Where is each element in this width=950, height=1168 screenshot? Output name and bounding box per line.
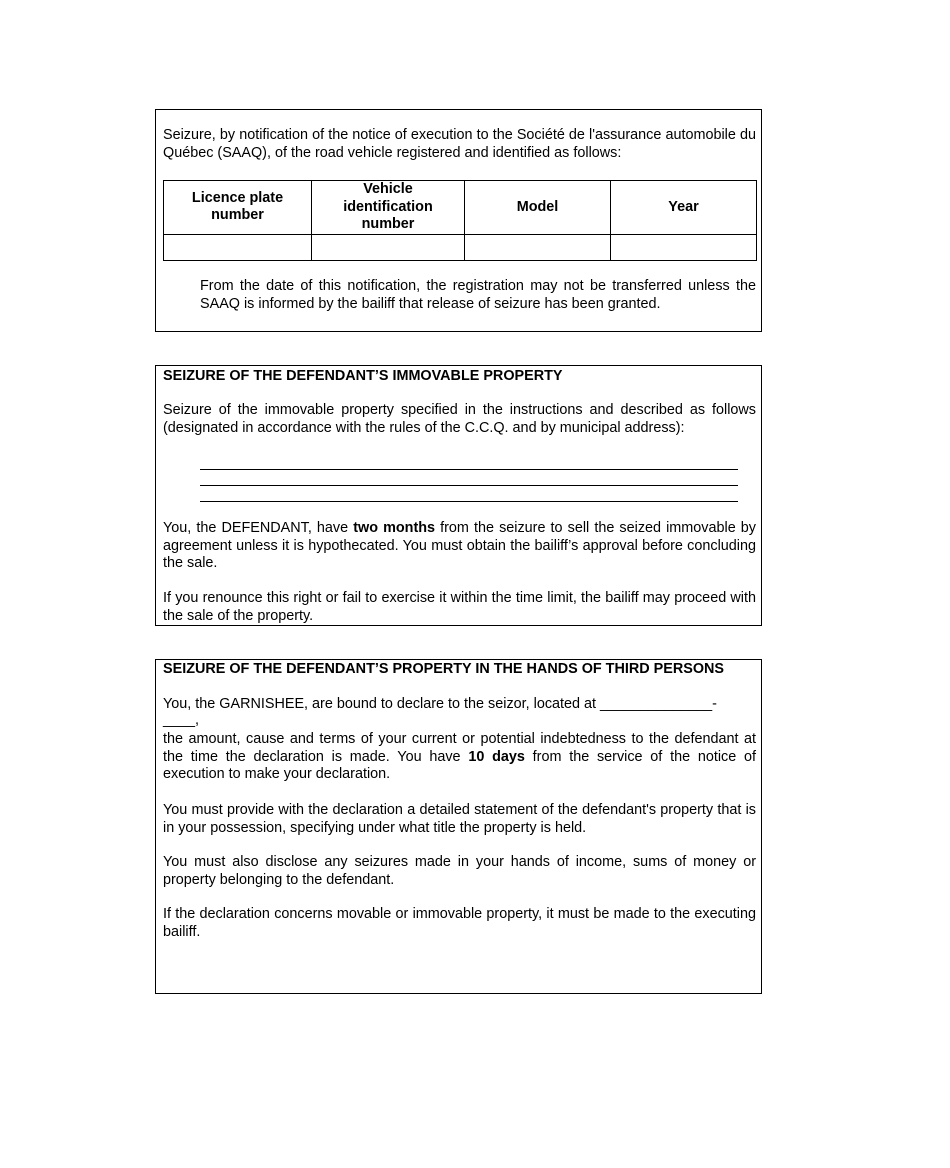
year-cell[interactable] <box>611 234 757 260</box>
defendant-sale-paragraph: You, the DEFENDANT, have two months from the seizure to sell the seized immovable by agreement unless it is hypothecated. You must obtain the bailiff’s approval before concluding the sale. <box>163 520 756 571</box>
garnishee-line-continuation: ____, <box>163 712 200 728</box>
ten-days-emphasis: 10 days <box>468 748 525 765</box>
immovable-heading: SEIZURE OF THE DEFENDANT’S IMMOVABLE PROPERTY <box>163 368 563 384</box>
two-months-emphasis: two months <box>353 520 436 536</box>
vehicle-table <box>163 180 757 261</box>
header-year: Year <box>611 181 757 235</box>
header-vin: Vehicle identification number <box>312 181 465 235</box>
executing-bailiff-paragraph: If the declaration concerns movable or immovable property, it must be made to the executing bailiff. <box>163 906 756 940</box>
third-persons-heading: SEIZURE OF THE DEFENDANT’S PROPERTY IN THE HANDS OF THIRD PERSONS <box>163 661 725 677</box>
model-cell[interactable] <box>465 234 611 260</box>
licence-plate-cell[interactable] <box>164 234 312 260</box>
garnishee-line: You, the GARNISHEE, are bound to declare to the seizor, located at ______________- <box>163 696 717 712</box>
vehicle-seizure-intro: Seizure, by notification of the notice of execution to the Société de l'assurance automobile du Québec (SAAQ), of the road vehicle registered and identified as follows: <box>163 127 756 161</box>
declaration-paragraph: the amount, cause and terms of your current or potential indebtedness to the defendant at the time the declaration is made. You have 10 days from the service of the notice of execution to make your declaration. <box>163 731 757 782</box>
table-row <box>164 234 757 260</box>
immovable-description: Seizure of the immovable property specified in the instructions and described as follows (designated in accordance with the rules of the C.C.Q. and by municipal address): <box>163 402 756 436</box>
header-model: Model <box>465 181 611 235</box>
registration-note: From the date of this notification, the registration may not be transferred unless the SAAQ is informed by the bailiff that release of seizure has been granted. <box>200 278 756 312</box>
disclose-seizures-paragraph: You must also disclose any seizures made in your hands of income, sums of money or property belonging to the defendant. <box>163 854 756 888</box>
vin-cell[interactable] <box>312 234 465 260</box>
header-licence-plate: Licence plate number <box>164 181 312 235</box>
address-line-2[interactable] <box>200 485 738 486</box>
renounce-paragraph: If you renounce this right or fail to exercise it within the time limit, the bailiff may proceed with the sale of the property. <box>163 590 756 624</box>
detailed-statement-paragraph: You must provide with the declaration a detailed statement of the defendant's property that is in your possession, specifying under what title the property is held. <box>163 802 756 836</box>
address-line-1[interactable] <box>200 469 738 470</box>
address-line-3[interactable] <box>200 501 738 502</box>
